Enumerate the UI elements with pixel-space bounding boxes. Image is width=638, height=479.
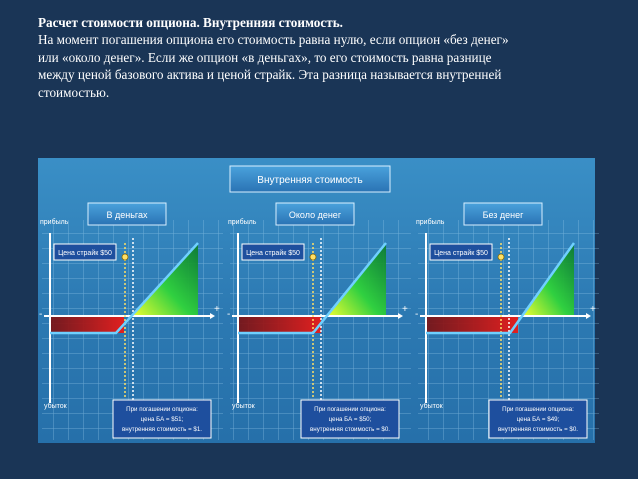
slide-line-1: На момент погашения опциона его стоимость равна нулю, если опцион «без денег» bbox=[38, 32, 509, 48]
slide-line-3: между ценой базового актива и ценой страйк. Эта разница называется внутренней bbox=[38, 67, 502, 83]
intrinsic-value-figure bbox=[38, 158, 595, 443]
slide-title: Расчет стоимости опциона. Внутренняя стоимость. bbox=[38, 15, 343, 30]
payoff-panel-3 bbox=[415, 203, 599, 440]
strike-label: Цена страйк $50 bbox=[246, 250, 300, 257]
panel-title: Без денег bbox=[482, 210, 524, 220]
y-axis-bottom-label: убыток bbox=[44, 403, 67, 410]
info-line: внутренняя стоимость = $1. bbox=[121, 426, 203, 433]
minus-sign: - bbox=[39, 309, 43, 320]
y-axis-bottom-label: убыток bbox=[232, 403, 255, 410]
info-line: внутренняя стоимость = $0. bbox=[309, 426, 391, 433]
info-line: При погашении опциона: bbox=[502, 406, 574, 413]
slide-line-2: или «около денег». Если же опцион «в деньгах», то его стоимость равна разнице bbox=[38, 49, 492, 65]
info-line: При погашении опциона: bbox=[314, 406, 386, 413]
slide-line-4: стоимостью. bbox=[38, 84, 110, 100]
plus-sign: + bbox=[402, 304, 408, 315]
figure-header: Внутренняя стоимость bbox=[257, 175, 363, 186]
panel-title: В деньгах bbox=[106, 210, 148, 220]
strike-label: Цена страйк $50 bbox=[434, 250, 488, 257]
panel-title: Около денег bbox=[288, 210, 342, 220]
y-axis-top-label: прибыль bbox=[228, 219, 257, 226]
slide-text bbox=[38, 14, 608, 101]
info-line: При погашении опциона: bbox=[126, 406, 198, 413]
plus-sign: + bbox=[214, 304, 220, 315]
info-line: цена БА = $50; bbox=[328, 416, 372, 423]
strike-label: Цена страйк $50 bbox=[58, 250, 112, 257]
info-line: внутренняя стоимость = $0. bbox=[497, 426, 579, 433]
strike-marker bbox=[122, 254, 128, 260]
y-axis-top-label: прибыль bbox=[416, 219, 445, 226]
info-line: цена БА = $51; bbox=[140, 416, 184, 423]
loss-area bbox=[426, 316, 518, 333]
payoff-panel-2 bbox=[227, 203, 411, 440]
strike-marker bbox=[310, 254, 316, 260]
minus-sign: - bbox=[227, 309, 231, 320]
loss-area bbox=[50, 316, 124, 333]
strike-marker bbox=[498, 254, 504, 260]
plus-sign: + bbox=[590, 304, 596, 315]
payoff-panel-1 bbox=[39, 203, 223, 440]
y-axis-bottom-label: убыток bbox=[420, 403, 443, 410]
info-line: цена БА = $49; bbox=[516, 416, 560, 423]
loss-area bbox=[238, 316, 321, 333]
figure-canvas bbox=[38, 158, 595, 443]
minus-sign: - bbox=[415, 309, 419, 320]
y-axis-top-label: прибыль bbox=[40, 219, 69, 226]
